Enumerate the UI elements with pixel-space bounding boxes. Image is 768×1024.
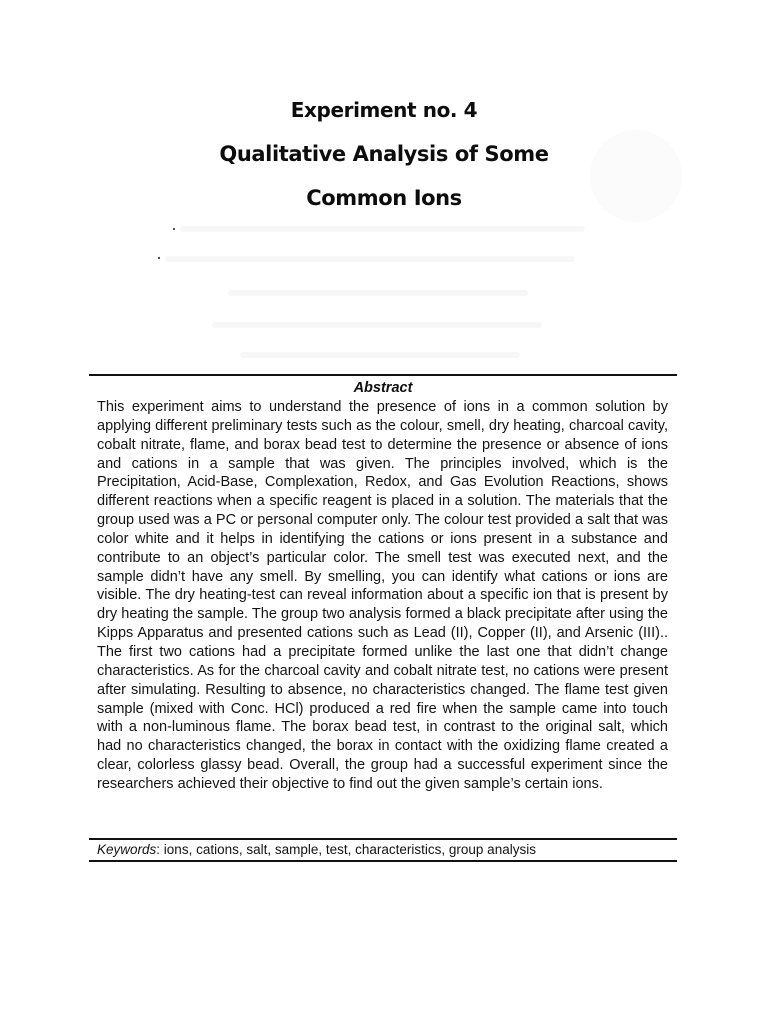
faded-affiliation-line — [228, 290, 528, 296]
title-line-1: Qualitative Analysis of Some — [219, 142, 549, 166]
experiment-number: Experiment no. 4 — [290, 98, 478, 122]
title-block — [0, 88, 768, 220]
abstract-body: This experiment aims to understand the presence of ions in a common solution by applying different preliminary tests such as the colour, smell, dry heating, charcoal cavity, cobalt nitrate, flame, and borax bead test to determine the presence or absence of ions and cations in a sample that was given. The principles involved, which is the Precipitation, Acid-Base, Complexation, Redox, and Gas Evolution Reactions, shows different reactions when a specific reagent is placed in a solution. The materials that the group used was a PC or personal computer only. The colour test provided a salt that was color white and it helps in identifying the cations or ions present in a substance and contribute to an object’s particular color. The smell test was executed next, and the sample didn’t have any smell. By smelling, you can identify what cations or ions are visible. The dry heating-test can reveal information about a specific ion that is present by dry heating the sample. The group two analysis formed a black precipitate after using the Kipps Apparatus and presented cations such as Lead (II), Copper (II), and Arsenic (III).. The first two cations had a precipitate formed unlike the last one that didn’t change characteristics. As for the charcoal cavity and cobalt nitrate test, no cations were present after simulating. Resulting to absence, no characteristics changed. The flame test given sample (mixed with Conc. HCl) produced a red fire when the sample came into touch with a non-luminous flame. The borax bead test, in contrast to the original salt, which had no characteristics changed, the borax in contact with the oxidizing flame created a clear, colorless glassy bead. Overall, the group had a successful experiment since the researchers achieved their objective to find out the given sample’s certain ions. — [97, 399, 668, 792]
keywords-section — [89, 838, 677, 862]
keywords-label: Keywords — [97, 842, 157, 857]
faded-author-mark — [158, 257, 160, 259]
faded-affiliation-line — [212, 322, 542, 328]
faded-author-line — [180, 226, 585, 232]
abstract-section — [89, 374, 677, 794]
keywords-list: ions, cations, salt, sample, test, characteristics, group analysis — [160, 842, 536, 857]
keywords-separator: : — [156, 842, 161, 857]
faded-author-line — [165, 256, 575, 262]
title-line-2: Common Ions — [306, 186, 462, 210]
abstract-heading: Abstract — [353, 380, 413, 396]
faded-affiliation-line — [240, 352, 520, 358]
faded-author-mark — [173, 228, 175, 230]
keywords-line — [97, 840, 677, 860]
